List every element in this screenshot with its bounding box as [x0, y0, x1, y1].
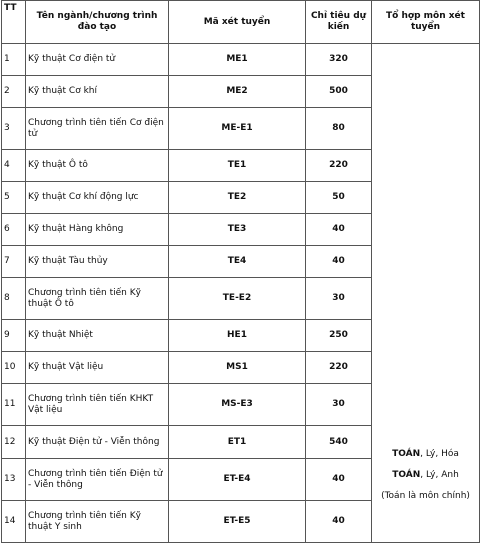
combination-rest-2: , Lý, Anh: [420, 470, 459, 480]
row-code: ET-E4: [169, 459, 306, 501]
row-code: MS1: [169, 352, 306, 384]
header-program: Tên ngành/chương trình đào tạo: [26, 1, 169, 44]
row-tt: 5: [2, 182, 26, 214]
row-program: Chương trình tiên tiến Điện tử - Viễn thông: [26, 459, 169, 501]
row-code: HE1: [169, 320, 306, 352]
header-combination: Tổ hợp môn xét tuyển: [372, 1, 480, 44]
row-quota: 320: [306, 44, 372, 76]
row-code: TE1: [169, 150, 306, 182]
row-program: Kỹ thuật Cơ khí: [26, 76, 169, 108]
row-quota: 30: [306, 278, 372, 320]
header-row: [2, 1, 480, 44]
combination-cell: [372, 44, 480, 543]
row-program: Kỹ thuật Tàu thủy: [26, 246, 169, 278]
row-code: ME1: [169, 44, 306, 76]
row-program: Chương trình tiên tiến Cơ điện tử: [26, 108, 169, 150]
row-program: Kỹ thuật Cơ khí động lực: [26, 182, 169, 214]
row-program: Kỹ thuật Hàng không: [26, 214, 169, 246]
row-tt: 1: [2, 44, 26, 76]
row-tt: 2: [2, 76, 26, 108]
row-quota: 220: [306, 352, 372, 384]
combination-rest-1: , Lý, Hóa: [420, 449, 459, 459]
row-program: Kỹ thuật Vật liệu: [26, 352, 169, 384]
row-tt: 4: [2, 150, 26, 182]
row-program: Kỹ thuật Nhiệt: [26, 320, 169, 352]
admission-table: [1, 0, 480, 543]
row-quota: 220: [306, 150, 372, 182]
row-code: ET1: [169, 426, 306, 459]
row-tt: 13: [2, 459, 26, 501]
row-quota: 40: [306, 214, 372, 246]
row-quota: 40: [306, 246, 372, 278]
row-code: MS-E3: [169, 384, 306, 426]
header-code: Mã xét tuyển: [169, 1, 306, 44]
row-quota: 40: [306, 459, 372, 501]
combination-note: (Toán là môn chính): [381, 491, 470, 501]
row-tt: 12: [2, 426, 26, 459]
row-quota: 30: [306, 384, 372, 426]
row-quota: 540: [306, 426, 372, 459]
row-tt: 11: [2, 384, 26, 426]
header-tt: TT: [2, 1, 26, 44]
row-code: TE4: [169, 246, 306, 278]
table-row: [2, 44, 480, 76]
row-program: Chương trình tiên tiến Kỹ thuật Y sinh: [26, 501, 169, 543]
row-code: TE2: [169, 182, 306, 214]
row-program: Kỹ thuật Cơ điện tử: [26, 44, 169, 76]
row-tt: 10: [2, 352, 26, 384]
row-code: TE3: [169, 214, 306, 246]
row-tt: 9: [2, 320, 26, 352]
row-code: ET-E5: [169, 501, 306, 543]
row-quota: 80: [306, 108, 372, 150]
row-code: ME2: [169, 76, 306, 108]
row-tt: 8: [2, 278, 26, 320]
row-quota: 50: [306, 182, 372, 214]
row-quota: 250: [306, 320, 372, 352]
row-quota: 40: [306, 501, 372, 543]
row-program: Kỹ thuật Điện tử - Viễn thông: [26, 426, 169, 459]
row-tt: 14: [2, 501, 26, 543]
row-quota: 500: [306, 76, 372, 108]
row-program: Kỹ thuật Ô tô: [26, 150, 169, 182]
row-program: Chương trình tiên tiến KHKT Vật liệu: [26, 384, 169, 426]
row-tt: 7: [2, 246, 26, 278]
combination-subject-2: TOÁN: [392, 470, 421, 480]
row-code: TE-E2: [169, 278, 306, 320]
header-quota: Chỉ tiêu dự kiến: [306, 1, 372, 44]
row-program: Chương trình tiên tiến Kỹ thuật Ô tô: [26, 278, 169, 320]
combination-subject-1: TOÁN: [392, 449, 421, 459]
row-tt: 3: [2, 108, 26, 150]
row-tt: 6: [2, 214, 26, 246]
row-code: ME-E1: [169, 108, 306, 150]
